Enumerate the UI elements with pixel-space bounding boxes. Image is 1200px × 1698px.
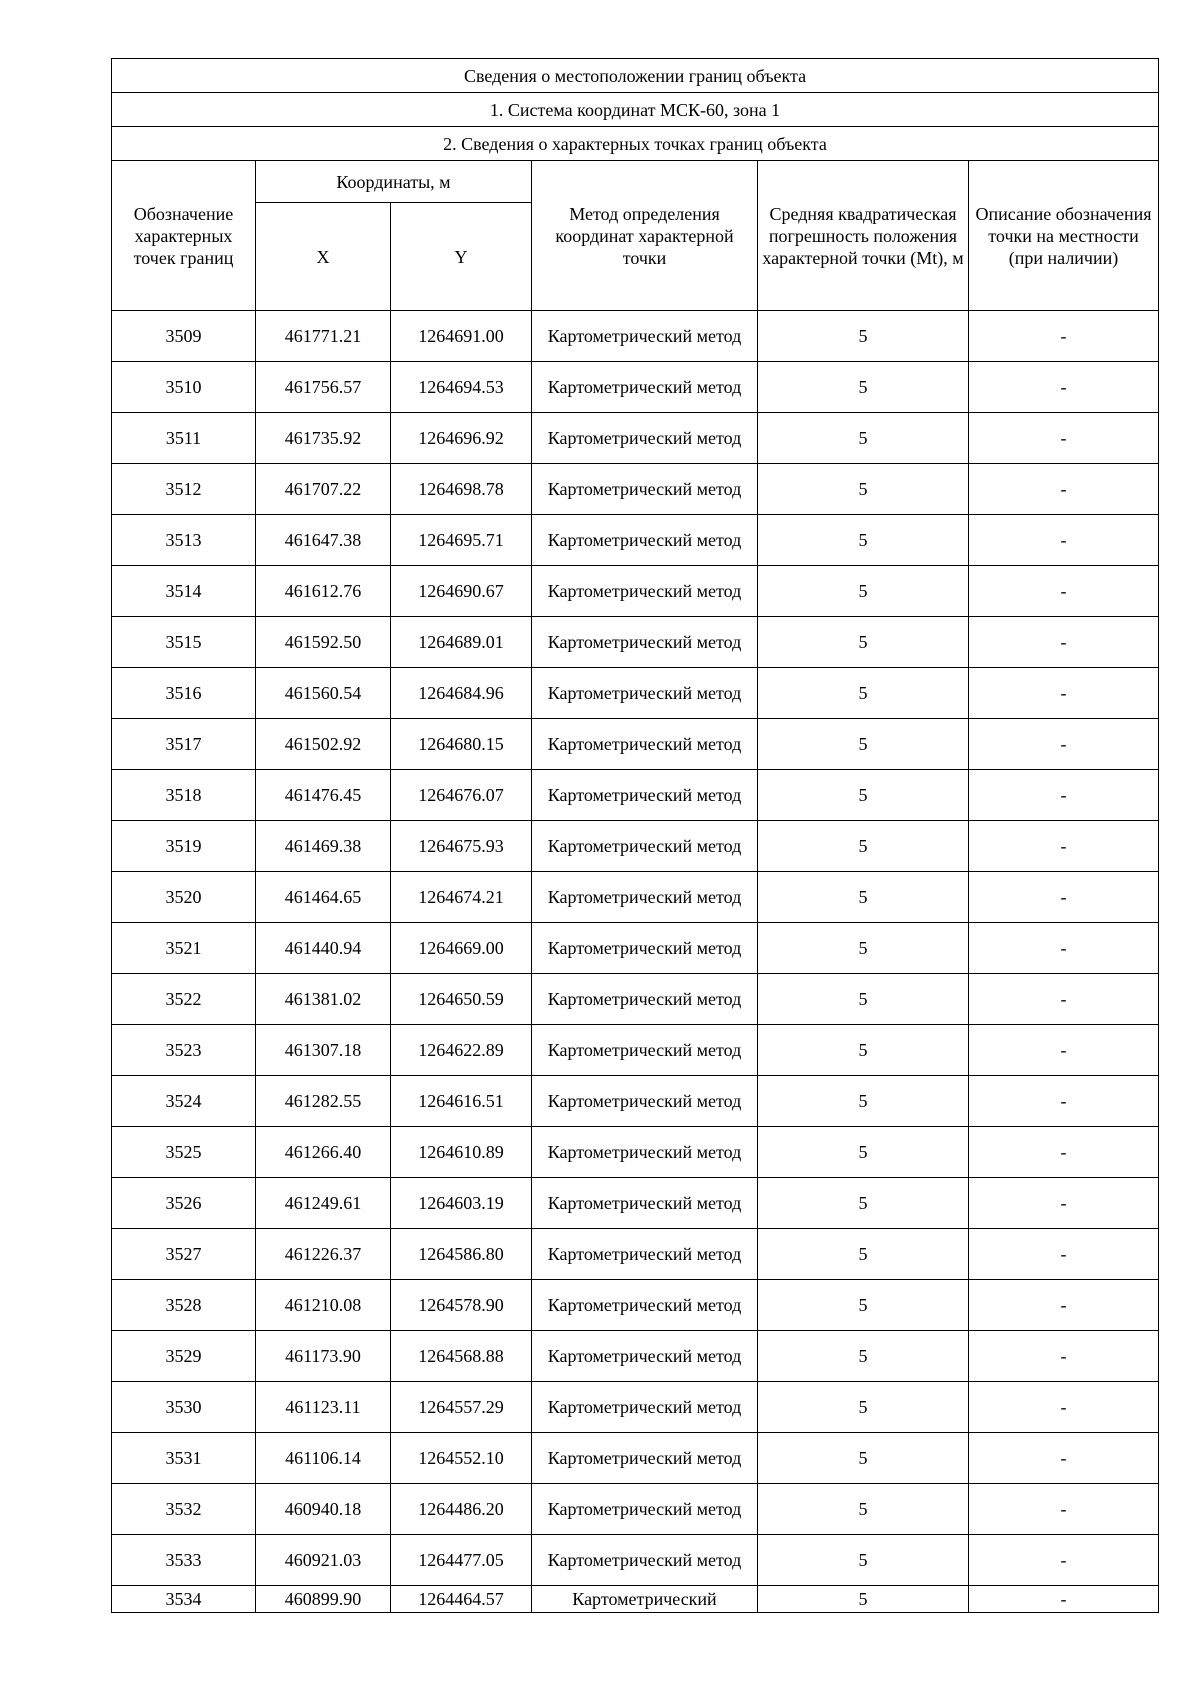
cell-description: -: [969, 923, 1159, 974]
cell-point: 3519: [112, 821, 256, 872]
col-header-coordinates: Координаты, м: [256, 161, 532, 203]
cell-y: 1264674.21: [391, 872, 532, 923]
cell-x: 461560.54: [256, 668, 391, 719]
cell-y: 1264689.01: [391, 617, 532, 668]
cell-error: 5: [758, 515, 969, 566]
cell-x: 461469.38: [256, 821, 391, 872]
cell-x: 461226.37: [256, 1229, 391, 1280]
table-row: [112, 719, 1159, 770]
cell-description: -: [969, 1535, 1159, 1586]
cell-y: 1264694.53: [391, 362, 532, 413]
cell-point: 3532: [112, 1484, 256, 1535]
cell-point: 3515: [112, 617, 256, 668]
cell-description: -: [969, 1586, 1159, 1613]
table-row: [112, 1535, 1159, 1586]
cell-point: 3523: [112, 1025, 256, 1076]
cell-x: 461502.92: [256, 719, 391, 770]
cell-description: -: [969, 1178, 1159, 1229]
cell-point: 3528: [112, 1280, 256, 1331]
cell-y: 1264680.15: [391, 719, 532, 770]
table-row: [112, 1127, 1159, 1178]
table-row: [112, 1025, 1159, 1076]
cell-method: Картометрический метод: [532, 821, 758, 872]
cell-error: 5: [758, 617, 969, 668]
cell-point: 3525: [112, 1127, 256, 1178]
cell-error: 5: [758, 1586, 969, 1613]
cell-method: Картометрический метод: [532, 872, 758, 923]
boundary-points-table: [111, 58, 1159, 1613]
cell-y: 1264557.29: [391, 1382, 532, 1433]
cell-description: -: [969, 311, 1159, 362]
cell-error: 5: [758, 1484, 969, 1535]
cell-error: 5: [758, 1076, 969, 1127]
cell-description: -: [969, 1229, 1159, 1280]
cell-y: 1264696.92: [391, 413, 532, 464]
cell-y: 1264586.80: [391, 1229, 532, 1280]
cell-y: 1264622.89: [391, 1025, 532, 1076]
table-row: [112, 974, 1159, 1025]
cell-description: -: [969, 1433, 1159, 1484]
cell-description: -: [969, 719, 1159, 770]
coordinate-system-heading: 1. Система координат МСК-60, зона 1: [112, 93, 1159, 127]
cell-point: 3526: [112, 1178, 256, 1229]
cell-y: 1264695.71: [391, 515, 532, 566]
cell-description: -: [969, 1382, 1159, 1433]
cell-x: 461440.94: [256, 923, 391, 974]
cell-y: 1264578.90: [391, 1280, 532, 1331]
cell-x: 461173.90: [256, 1331, 391, 1382]
cell-error: 5: [758, 719, 969, 770]
cell-point: 3518: [112, 770, 256, 821]
cell-description: -: [969, 1280, 1159, 1331]
cell-y: 1264675.93: [391, 821, 532, 872]
cell-y: 1264464.57: [391, 1586, 532, 1613]
table-row: [112, 1433, 1159, 1484]
table-row: [112, 821, 1159, 872]
col-header-error: Средняя квадратическая погрешность положения характерной точки (Mt), м: [758, 161, 969, 311]
cell-y: 1264616.51: [391, 1076, 532, 1127]
cell-error: 5: [758, 566, 969, 617]
cell-description: -: [969, 464, 1159, 515]
cell-y: 1264603.19: [391, 1178, 532, 1229]
cell-point: 3510: [112, 362, 256, 413]
cell-error: 5: [758, 974, 969, 1025]
cell-point: 3509: [112, 311, 256, 362]
cell-x: 461123.11: [256, 1382, 391, 1433]
cell-description: -: [969, 770, 1159, 821]
cell-x: 461707.22: [256, 464, 391, 515]
cell-x: 461282.55: [256, 1076, 391, 1127]
cell-description: -: [969, 617, 1159, 668]
cell-error: 5: [758, 362, 969, 413]
cell-x: 461307.18: [256, 1025, 391, 1076]
cell-description: -: [969, 1076, 1159, 1127]
table-row: [112, 362, 1159, 413]
table-row: [112, 1484, 1159, 1535]
table-row: [112, 668, 1159, 719]
cell-method: Картометрический метод: [532, 1433, 758, 1484]
col-header-y: Y: [391, 203, 532, 311]
cell-description: -: [969, 1025, 1159, 1076]
cell-method: Картометрический метод: [532, 668, 758, 719]
cell-point: 3530: [112, 1382, 256, 1433]
table-row: [112, 1229, 1159, 1280]
cell-error: 5: [758, 872, 969, 923]
cell-error: 5: [758, 1535, 969, 1586]
cell-point: 3521: [112, 923, 256, 974]
table-row: [112, 617, 1159, 668]
cell-y: 1264486.20: [391, 1484, 532, 1535]
cell-y: 1264650.59: [391, 974, 532, 1025]
cell-y: 1264552.10: [391, 1433, 532, 1484]
col-header-description: Описание обозначения точки на местности (при наличии): [969, 161, 1159, 311]
cell-error: 5: [758, 1331, 969, 1382]
table-row: [112, 1382, 1159, 1433]
cell-method: Картометрический метод: [532, 1178, 758, 1229]
cell-point: 3512: [112, 464, 256, 515]
cell-x: 461735.92: [256, 413, 391, 464]
cell-method: Картометрический: [532, 1586, 758, 1613]
table-row: [112, 923, 1159, 974]
cell-description: -: [969, 413, 1159, 464]
cell-error: 5: [758, 1433, 969, 1484]
cell-method: Картометрический метод: [532, 1025, 758, 1076]
table-row: [112, 1076, 1159, 1127]
cell-description: -: [969, 1484, 1159, 1535]
cell-description: -: [969, 872, 1159, 923]
cell-method: Картометрический метод: [532, 566, 758, 617]
table-row: [112, 413, 1159, 464]
cell-method: Картометрический метод: [532, 719, 758, 770]
cell-method: Картометрический метод: [532, 413, 758, 464]
cell-method: Картометрический метод: [532, 1229, 758, 1280]
cell-x: 461381.02: [256, 974, 391, 1025]
cell-method: Картометрический метод: [532, 1127, 758, 1178]
table-row: [112, 1178, 1159, 1229]
cell-method: Картометрический метод: [532, 617, 758, 668]
cell-y: 1264610.89: [391, 1127, 532, 1178]
cell-description: -: [969, 974, 1159, 1025]
cell-method: Картометрический метод: [532, 362, 758, 413]
cell-point: 3517: [112, 719, 256, 770]
cell-point: 3516: [112, 668, 256, 719]
cell-point: 3524: [112, 1076, 256, 1127]
cell-error: 5: [758, 1127, 969, 1178]
cell-description: -: [969, 1331, 1159, 1382]
cell-description: -: [969, 1127, 1159, 1178]
cell-y: 1264691.00: [391, 311, 532, 362]
cell-y: 1264568.88: [391, 1331, 532, 1382]
cell-description: -: [969, 821, 1159, 872]
cell-description: -: [969, 515, 1159, 566]
cell-point: 3511: [112, 413, 256, 464]
cell-error: 5: [758, 464, 969, 515]
cell-y: 1264698.78: [391, 464, 532, 515]
col-header-point: Обозначение характерных точек границ: [112, 161, 256, 311]
cell-method: Картометрический метод: [532, 515, 758, 566]
cell-point: 3514: [112, 566, 256, 617]
cell-error: 5: [758, 1229, 969, 1280]
cell-y: 1264676.07: [391, 770, 532, 821]
table-row: [112, 515, 1159, 566]
cell-x: 461612.76: [256, 566, 391, 617]
cell-x: 461249.61: [256, 1178, 391, 1229]
cell-x: 461647.38: [256, 515, 391, 566]
cell-error: 5: [758, 1280, 969, 1331]
cell-method: Картометрический метод: [532, 311, 758, 362]
cell-x: 460940.18: [256, 1484, 391, 1535]
cell-method: Картометрический метод: [532, 1331, 758, 1382]
cell-point: 3513: [112, 515, 256, 566]
cell-point: 3520: [112, 872, 256, 923]
document-title: Сведения о местоположении границ объекта: [112, 59, 1159, 93]
cell-error: 5: [758, 311, 969, 362]
cell-error: 5: [758, 413, 969, 464]
cell-x: 461464.65: [256, 872, 391, 923]
cell-error: 5: [758, 1025, 969, 1076]
cell-x: 461771.21: [256, 311, 391, 362]
cell-point: 3529: [112, 1331, 256, 1382]
cell-point: 3533: [112, 1535, 256, 1586]
cell-y: 1264684.96: [391, 668, 532, 719]
cell-error: 5: [758, 668, 969, 719]
cell-point: 3522: [112, 974, 256, 1025]
cell-method: Картометрический метод: [532, 974, 758, 1025]
cell-x: 461592.50: [256, 617, 391, 668]
cell-method: Картометрический метод: [532, 770, 758, 821]
cell-x: 460899.90: [256, 1586, 391, 1613]
table-row: [112, 566, 1159, 617]
cell-y: 1264669.00: [391, 923, 532, 974]
cell-error: 5: [758, 770, 969, 821]
cell-x: 460921.03: [256, 1535, 391, 1586]
cell-x: 461476.45: [256, 770, 391, 821]
cell-method: Картометрический метод: [532, 1280, 758, 1331]
cell-y: 1264477.05: [391, 1535, 532, 1586]
cell-error: 5: [758, 1178, 969, 1229]
cell-error: 5: [758, 923, 969, 974]
table-row: [112, 872, 1159, 923]
cell-point: 3534: [112, 1586, 256, 1613]
table-row: [112, 311, 1159, 362]
cell-method: Картометрический метод: [532, 1382, 758, 1433]
cell-point: 3527: [112, 1229, 256, 1280]
cell-method: Картометрический метод: [532, 1076, 758, 1127]
table-row: [112, 770, 1159, 821]
points-section-heading: 2. Сведения о характерных точках границ объекта: [112, 127, 1159, 161]
table-row: [112, 1331, 1159, 1382]
col-header-method: Метод определения координат характерной точки: [532, 161, 758, 311]
cell-description: -: [969, 668, 1159, 719]
cell-method: Картометрический метод: [532, 464, 758, 515]
cell-point: 3531: [112, 1433, 256, 1484]
cell-description: -: [969, 362, 1159, 413]
table-row: [112, 464, 1159, 515]
table-row: [112, 1280, 1159, 1331]
table-row: [112, 1586, 1159, 1613]
cell-x: 461756.57: [256, 362, 391, 413]
cell-method: Картометрический метод: [532, 1535, 758, 1586]
cell-description: -: [969, 566, 1159, 617]
cell-x: 461210.08: [256, 1280, 391, 1331]
cell-x: 461106.14: [256, 1433, 391, 1484]
cell-method: Картометрический метод: [532, 923, 758, 974]
cell-x: 461266.40: [256, 1127, 391, 1178]
col-header-x: X: [256, 203, 391, 311]
cell-method: Картометрический метод: [532, 1484, 758, 1535]
cell-error: 5: [758, 821, 969, 872]
cell-error: 5: [758, 1382, 969, 1433]
cell-y: 1264690.67: [391, 566, 532, 617]
